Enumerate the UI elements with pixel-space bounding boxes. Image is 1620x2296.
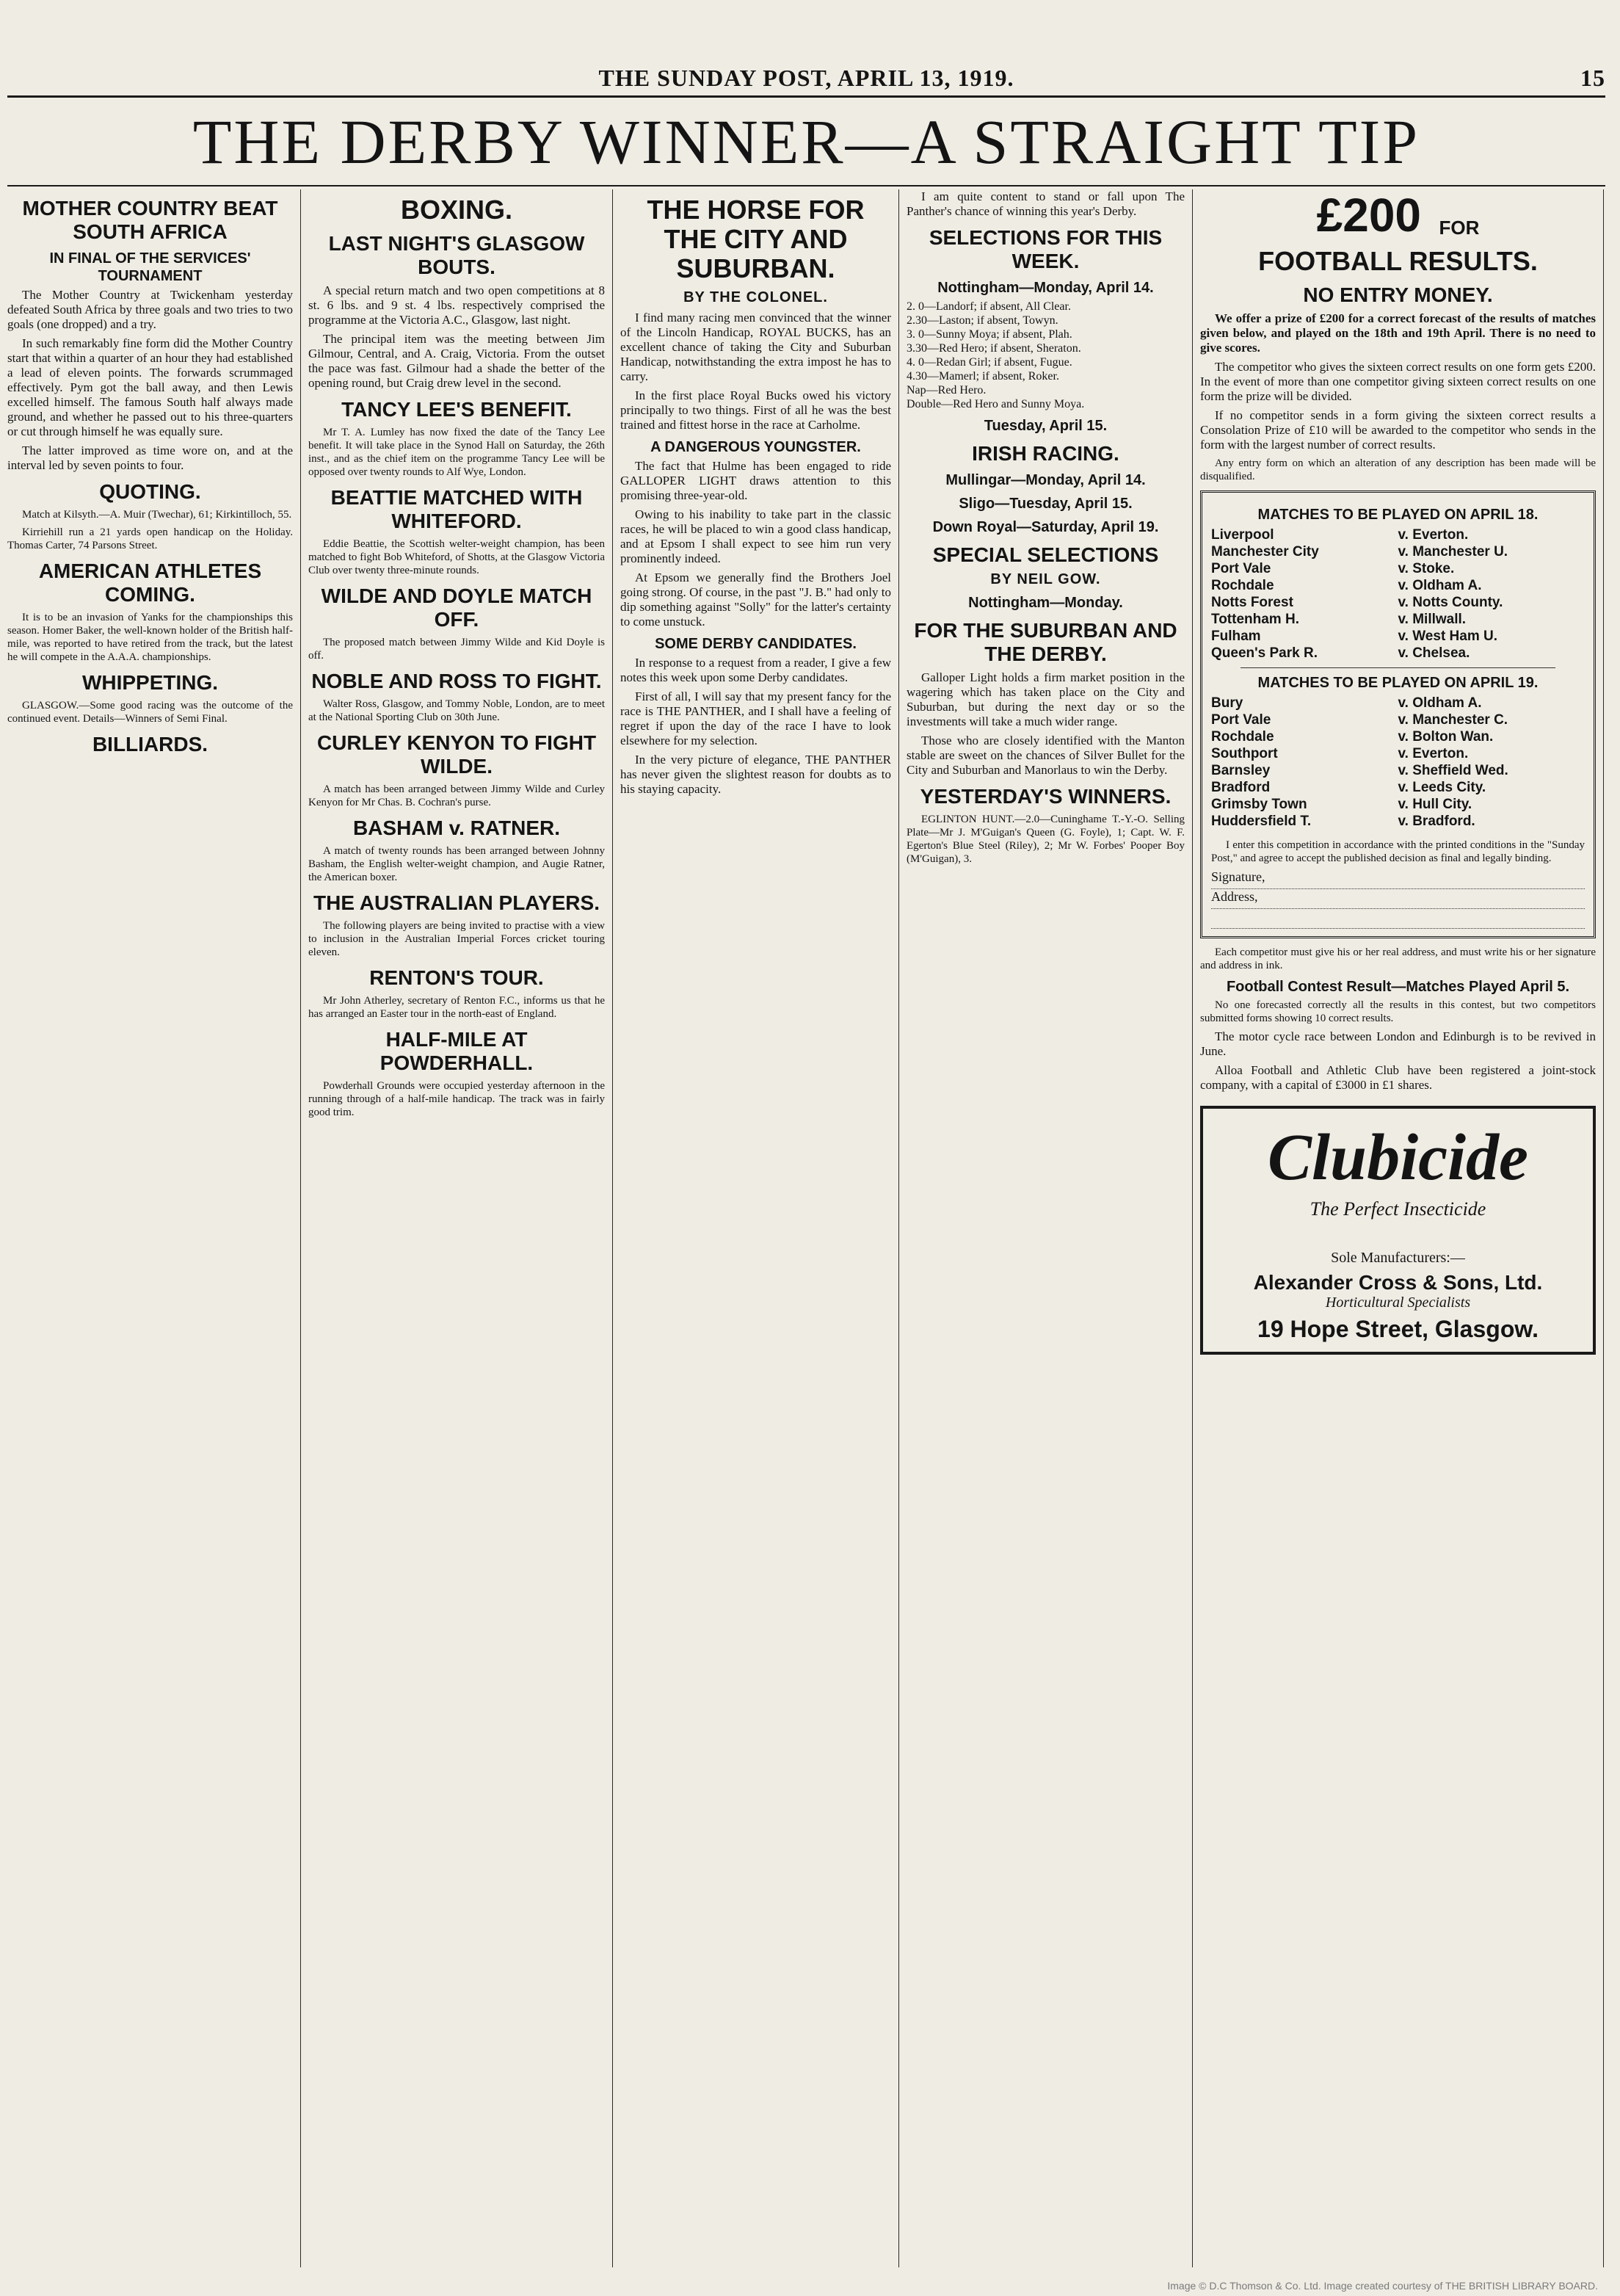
match-home: Bradford (1211, 780, 1271, 795)
match-row (1211, 728, 1585, 745)
match-away: v. Oldham A. (1398, 695, 1482, 711)
match-away: v. Manchester C. (1398, 712, 1508, 728)
match-home: Queen's Park R. (1211, 645, 1318, 661)
article-paragraph: Those who are closely identified with the Manton stable are sweet on the chances of Silver Bullet for the City and Suburban and Manorlaus to win the Derby. (907, 734, 1185, 777)
match-home: Rochdale (1211, 578, 1274, 593)
match-row (1211, 645, 1585, 662)
headline-basham-ratner: BASHAM v. RATNER. (352, 816, 561, 839)
address-field-line[interactable] (1211, 909, 1585, 929)
headline-whippeting: WHIPPETING. (81, 671, 219, 694)
match-home: Fulham (1211, 629, 1261, 644)
subhead-nottingham-monday: Nottingham—Monday, April 14. (937, 280, 1154, 296)
divider (1241, 667, 1555, 668)
masthead (7, 65, 1605, 94)
headline-american-athletes: AMERICAN ATHLETES COMING. (38, 559, 262, 606)
match-away: v. Bradford. (1398, 814, 1475, 829)
article-paragraph: The latter improved as time wore on, and at the interval led by seven points to four. (7, 443, 293, 472)
match-row (1211, 577, 1585, 594)
article-paragraph: Eddie Beattie, the Scottish welter-weight champion, has been matched to fight Bob Whiteford, of Shotts, at the Glasgow Victoria Club over twenty three-minute rounds. (308, 538, 605, 576)
headline-half-mile: HALF-MILE AT POWDERHALL. (379, 1028, 534, 1074)
match-row (1211, 594, 1585, 611)
article-paragraph: In response to a request from a reader, I give a few notes this week upon some Derby candidates. (620, 656, 891, 684)
byline: BY THE COLONEL. (683, 289, 828, 305)
article-paragraph: Powderhall Grounds were occupied yesterday afternoon in the running through of a half-mile handicap. The track was in fairly good trim. (308, 1080, 605, 1118)
selection-item: 2.30—Laston; if absent, Towyn. (907, 314, 1058, 327)
article-paragraph: I find many racing men convinced that the winner of the Lincoln Handicap, ROYAL BUCKS, has an excellent chance of taking the City and Suburban Handicap, notwithstanding the extra impost he has to carry. (620, 311, 891, 383)
address-field[interactable] (1211, 889, 1585, 909)
match-away: v. Hull City. (1398, 797, 1472, 812)
no-entry-heading: NO ENTRY MONEY. (1303, 283, 1493, 306)
match-away: v. Bolton Wan. (1398, 729, 1494, 745)
article-paragraph: GLASGOW.—Some good racing was the outcome of the continued event. Details—Winners of Semi Final. (7, 700, 293, 725)
headline-curley-kenyon: CURLEY KENYON TO FIGHT WILDE. (316, 731, 597, 778)
article-paragraph: Match at Kilsyth.—A. Muir (Twechar), 61; Kirkintilloch, 55. (22, 509, 292, 521)
headline-australian-players: THE AUSTRALIAN PLAYERS. (313, 891, 600, 914)
match-away: v. Stoke. (1398, 561, 1455, 576)
match-home: Port Vale (1211, 712, 1271, 728)
motor-cycle-note: The motor cycle race between London and Edinburgh is to be revived in June. (1200, 1029, 1596, 1058)
matches-list-april-18 (1211, 526, 1585, 662)
selection-item: 4. 0—Redan Girl; if absent, Fugue. (907, 356, 1072, 369)
masthead-rule (7, 95, 1605, 98)
selection-item: 4.30—Mamerl; if absent, Roker. (907, 370, 1059, 383)
match-away: v. Manchester U. (1398, 544, 1508, 559)
subhead-dangerous-youngster: A DANGEROUS YOUNGSTER. (650, 439, 861, 455)
match-home: Manchester City (1211, 544, 1319, 559)
matches-april-19-title: MATCHES TO BE PLAYED ON APRIL 19. (1257, 675, 1539, 691)
headline-billiards: BILLIARDS. (92, 733, 208, 756)
ad-tagline: The Perfect Insecticide (1310, 1198, 1486, 1220)
match-home: Huddersfield T. (1211, 814, 1312, 829)
match-away: v. Sheffield Wed. (1398, 763, 1508, 778)
headline-beattie: BEATTIE MATCHED WITH WHITEFORD. (330, 486, 583, 532)
article-paragraph: A special return match and two open competitions at 8 st. 6 lbs. and 9 st. 4 lbs. respectively comprised the programme at the Victoria A.C., Glasgow, last night. (308, 283, 605, 327)
match-home: Barnsley (1211, 763, 1271, 778)
column-1 (0, 189, 301, 2267)
image-credit: Image © D.C Thomson & Co. Ltd. Image created courtesy of THE BRITISH LIBRARY BOARD. (1167, 2280, 1598, 2292)
ad-logo: Clubicide (1268, 1121, 1528, 1194)
match-row (1211, 526, 1585, 543)
column-2 (301, 189, 613, 2267)
match-away: v. Chelsea. (1398, 645, 1470, 661)
match-home: Notts Forest (1211, 595, 1293, 610)
match-row (1211, 779, 1585, 796)
ad-address: 19 Hope Street, Glasgow. (1257, 1316, 1539, 1342)
match-away: v. Everton. (1398, 527, 1469, 543)
article-paragraph: EGLINTON HUNT.—2.0—Cuninghame T.-Y.-O. Selling Plate—Mr J. M'Guigan's Queen (G. Foyle), 1; Capt. W. F. Egerton's Blue Steel (Riley), 2; Mr W. Forbes' Pooper Boy (M'Guigan), 3. (907, 814, 1185, 865)
ad-makers: Sole Manufacturers:— (1331, 1250, 1465, 1266)
byline: BY NEIL GOW. (990, 571, 1101, 587)
headline-special-selections: SPECIAL SELECTIONS (932, 543, 1159, 566)
article-paragraph: Mr John Atherley, secretary of Renton F.C., informs us that he has arranged an Easter tour in the north-east of England. (308, 995, 605, 1020)
prize-title: FOOTBALL RESULTS. (1258, 246, 1538, 276)
ad-company: Alexander Cross & Sons, Ltd. (1253, 1271, 1543, 1294)
article-paragraph: A match of twenty rounds has been arranged between Johnny Basham, the English welter-weight champion, and Augie Ratner, the American boxer. (308, 845, 605, 883)
article-paragraph: The fact that Hulme has been engaged to ride GALLOPER LIGHT draws attention to this promising three-year-old. (620, 459, 891, 502)
column-4 (899, 189, 1193, 2267)
subhead-services: IN FINAL OF THE SERVICES' TOURNAMENT (49, 250, 251, 284)
article-paragraph: Any entry form on which an alteration of any description has been made will be disqualified. (1200, 457, 1596, 482)
selection-list (907, 300, 1185, 411)
selection-item: Nap—Red Hero. (907, 384, 987, 396)
article-paragraph: Mr T. A. Lumley has now fixed the date of the Tancy Lee benefit. It will take place in the Synod Hall on Saturday, the 26th inst., and as the chief item on the programme Tancy Lee will be opposed over twenty rounds to Alf Wye, London. (308, 427, 605, 478)
match-row (1211, 695, 1585, 711)
subhead-glasgow-bouts: LAST NIGHT'S GLASGOW BOUTS. (328, 232, 585, 278)
article-paragraph: If no competitor sends in a form giving the sixteen correct results a Consolation Prize of £10 will be awarded to the competitor who sends in the form with the largest number of correct results. (1200, 408, 1596, 452)
article-paragraph: At Epsom we generally find the Brothers Joel going strong. Of course, in the past "J. B." had only to dip something against "Solly" for the latter's certainty to come unstuck. (620, 571, 891, 629)
article-paragraph: I am quite content to stand or fall upon The Panther's chance of winning this year's Derby. (907, 189, 1185, 218)
signature-label: Signature, (1211, 869, 1265, 884)
agreement-text: I enter this competition in accordance with the printed conditions in the "Sunday Post," and agree to accept the published decision as final and legally binding. (1211, 839, 1585, 864)
match-away: v. Notts County. (1398, 595, 1503, 610)
contest-result-text: No one forecasted correctly all the results in this contest, but two competitors submitted forms showing 10 correct results. (1200, 999, 1596, 1024)
page-number: 15 (1580, 65, 1605, 91)
headline-city-suburban: THE HORSE FOR THE CITY AND SUBURBAN. (647, 195, 865, 283)
match-row (1211, 745, 1585, 762)
match-row (1211, 813, 1585, 830)
headline-yesterdays-winners: YESTERDAY'S WINNERS. (920, 785, 1172, 808)
prize-for: FOR (1439, 217, 1480, 239)
alloa-note: Alloa Football and Athletic Club have been registered a joint-stock company, with a capital of £3000 in £1 shares. (1200, 1063, 1596, 1092)
contest-result-title: Football Contest Result—Matches Played April 5. (1226, 979, 1570, 995)
prize-banner (1200, 189, 1596, 241)
article-paragraph: The following players are being invited to practise with a view to inclusion in the Australian Imperial Forces cricket touring eleven. (308, 920, 605, 958)
subhead-down-royal: Down Royal—Saturday, April 19. (932, 519, 1159, 535)
headline-quoiting: QUOTING. (99, 480, 201, 503)
article-paragraph: It is to be an invasion of Yanks for the championships this season. Homer Baker, the well-known holder of the British half-mile, was reported to have retired from the track, but the latest he will compete in the A.A.A. championships. (7, 612, 293, 663)
headline-mother-country: MOTHER COUNTRY BEAT SOUTH AFRICA (22, 197, 278, 243)
headline-irish-racing: IRISH RACING. (972, 442, 1119, 465)
headline-wilde-doyle: WILDE AND DOYLE MATCH OFF. (321, 584, 592, 631)
match-row (1211, 796, 1585, 813)
subhead-derby-candidates: SOME DERBY CANDIDATES. (655, 636, 857, 652)
article-paragraph: In the first place Royal Bucks owed his victory principally to two things. First of all he was the best trained and fittest horse in the race at Carholme. (620, 388, 891, 432)
article-paragraph: First of all, I will say that my present fancy for the race is THE PANTHER, and I shall have a feeling of regret if upon the day of the race I have to look elsewhere for my selection. (620, 689, 891, 747)
match-row (1211, 762, 1585, 779)
match-row (1211, 543, 1585, 560)
match-away: v. Oldham A. (1398, 578, 1482, 593)
match-away: v. West Ham U. (1398, 629, 1498, 644)
headline-rentons-tour: RENTON'S TOUR. (369, 966, 544, 989)
article-paragraph: A match has been arranged between Jimmy Wilde and Curley Kenyon for Mr Chas. B. Cochran's purse. (308, 783, 605, 808)
article-paragraph: Walter Ross, Glasgow, and Tommy Noble, London, are to meet at the National Sporting Club on 30th June. (308, 698, 605, 723)
address-label: Address, (1211, 889, 1258, 904)
article-paragraph: The competitor who gives the sixteen correct results on one form gets £200. In the event of more than one competitor giving sixteen correct results on one form the prize will be divided. (1200, 360, 1596, 403)
ad-specialty: Horticultural Specialists (1325, 1294, 1471, 1311)
selection-item: 2. 0—Landorf; if absent, All Clear. (907, 300, 1071, 313)
match-row (1211, 711, 1585, 728)
match-away: v. Everton. (1398, 746, 1469, 761)
article-paragraph: Owing to his inability to take part in the classic races, he will be placed to win a good class handicap, and at Epsom I shall expect to see him run very prominently indeed. (620, 507, 891, 565)
selection-item: 3.30—Red Hero; if absent, Sheraton. (907, 342, 1081, 355)
headline-boxing: BOXING. (400, 195, 512, 225)
match-row (1211, 628, 1585, 645)
article-paragraph: In such remarkably fine form did the Mother Country start that within a quarter of an hour they had established a lead of eleven points. The forwards scrummaged effectively. Pym got the ball away, and then Lewis excelled himself. The famous South half always made ground, and whether he passed out to his three-quarters or cut through himself he was equally sure. (7, 336, 293, 438)
entry-form (1200, 490, 1596, 938)
match-home: Grimsby Town (1211, 797, 1307, 812)
banner-rule (7, 185, 1605, 186)
column-3 (613, 189, 899, 2267)
matches-list-april-19 (1211, 695, 1585, 830)
article-paragraph: Galloper Light holds a firm market position in the wagering which has taken place on the City and Suburban, but during the next day or so the investments will take a much wider range. (907, 670, 1185, 728)
article-paragraph: In the very picture of elegance, THE PANTHER has never given the slightest reason for doubts as to his staying capacity. (620, 753, 891, 796)
headline-selections: SELECTIONS FOR THIS WEEK. (929, 226, 1163, 272)
match-home: Rochdale (1211, 729, 1274, 745)
subhead-sligo: Sligo—Tuesday, April 15. (959, 496, 1133, 512)
match-away: v. Millwall. (1398, 612, 1467, 627)
headline-tancy-lee: TANCY LEE'S BENEFIT. (341, 398, 572, 421)
signature-field[interactable] (1211, 869, 1585, 889)
article-paragraph: The Mother Country at Twickenham yesterday defeated South Africa by three goals and two tries to two goals (one dropped) and a try. (7, 288, 293, 331)
clubicide-advertisement (1200, 1106, 1596, 1355)
match-row (1211, 611, 1585, 628)
article-paragraph: The proposed match between Jimmy Wilde and Kid Doyle is off. (308, 637, 605, 662)
match-away: v. Leeds City. (1398, 780, 1486, 795)
rules-text: Each competitor must give his or her real address, and must write his or her signature and address in ink. (1200, 946, 1596, 971)
match-home: Port Vale (1211, 561, 1271, 576)
paper-title: THE SUNDAY POST, APRIL 13, 1919. (598, 65, 1014, 91)
selection-item: Double—Red Hero and Sunny Moya. (907, 398, 1085, 410)
column-5 (1193, 189, 1604, 2267)
banner-headline: THE DERBY WINNER—A STRAIGHT TIP (192, 106, 1420, 177)
matches-april-18-title: MATCHES TO BE PLAYED ON APRIL 18. (1257, 507, 1539, 523)
subhead-mullingar: Mullingar—Monday, April 14. (945, 472, 1146, 488)
match-row (1211, 560, 1585, 577)
article-paragraph: The principal item was the meeting between Jim Gilmour, Central, and A. Craig, Victoria. From the outset the pace was fast. Gilmour had a shade the better of the opening round, but Craig drew level in the second. (308, 332, 605, 390)
match-home: Southport (1211, 746, 1278, 761)
article-paragraph: Kirriehill run a 21 yards open handicap on the Holiday. Thomas Carter, 74 Parsons Street. (7, 526, 293, 551)
subhead-tuesday: Tuesday, April 15. (984, 418, 1108, 434)
selection-item: 3. 0—Sunny Moya; if absent, Plah. (907, 328, 1072, 341)
prize-intro: We offer a prize of £200 for a correct forecast of the results of matches given below, and played on the 18th and 19th April. There is no need to give scores. (1200, 311, 1596, 355)
headline-noble-ross: NOBLE AND ROSS TO FIGHT. (311, 670, 602, 692)
prize-amount: £200 (1316, 189, 1422, 242)
match-home: Bury (1211, 695, 1243, 711)
subhead-nottingham: Nottingham—Monday. (968, 595, 1123, 611)
match-home: Liverpool (1211, 527, 1274, 543)
match-home: Tottenham H. (1211, 612, 1299, 627)
headline-suburban-derby: FOR THE SUBURBAN AND THE DERBY. (914, 619, 1177, 665)
